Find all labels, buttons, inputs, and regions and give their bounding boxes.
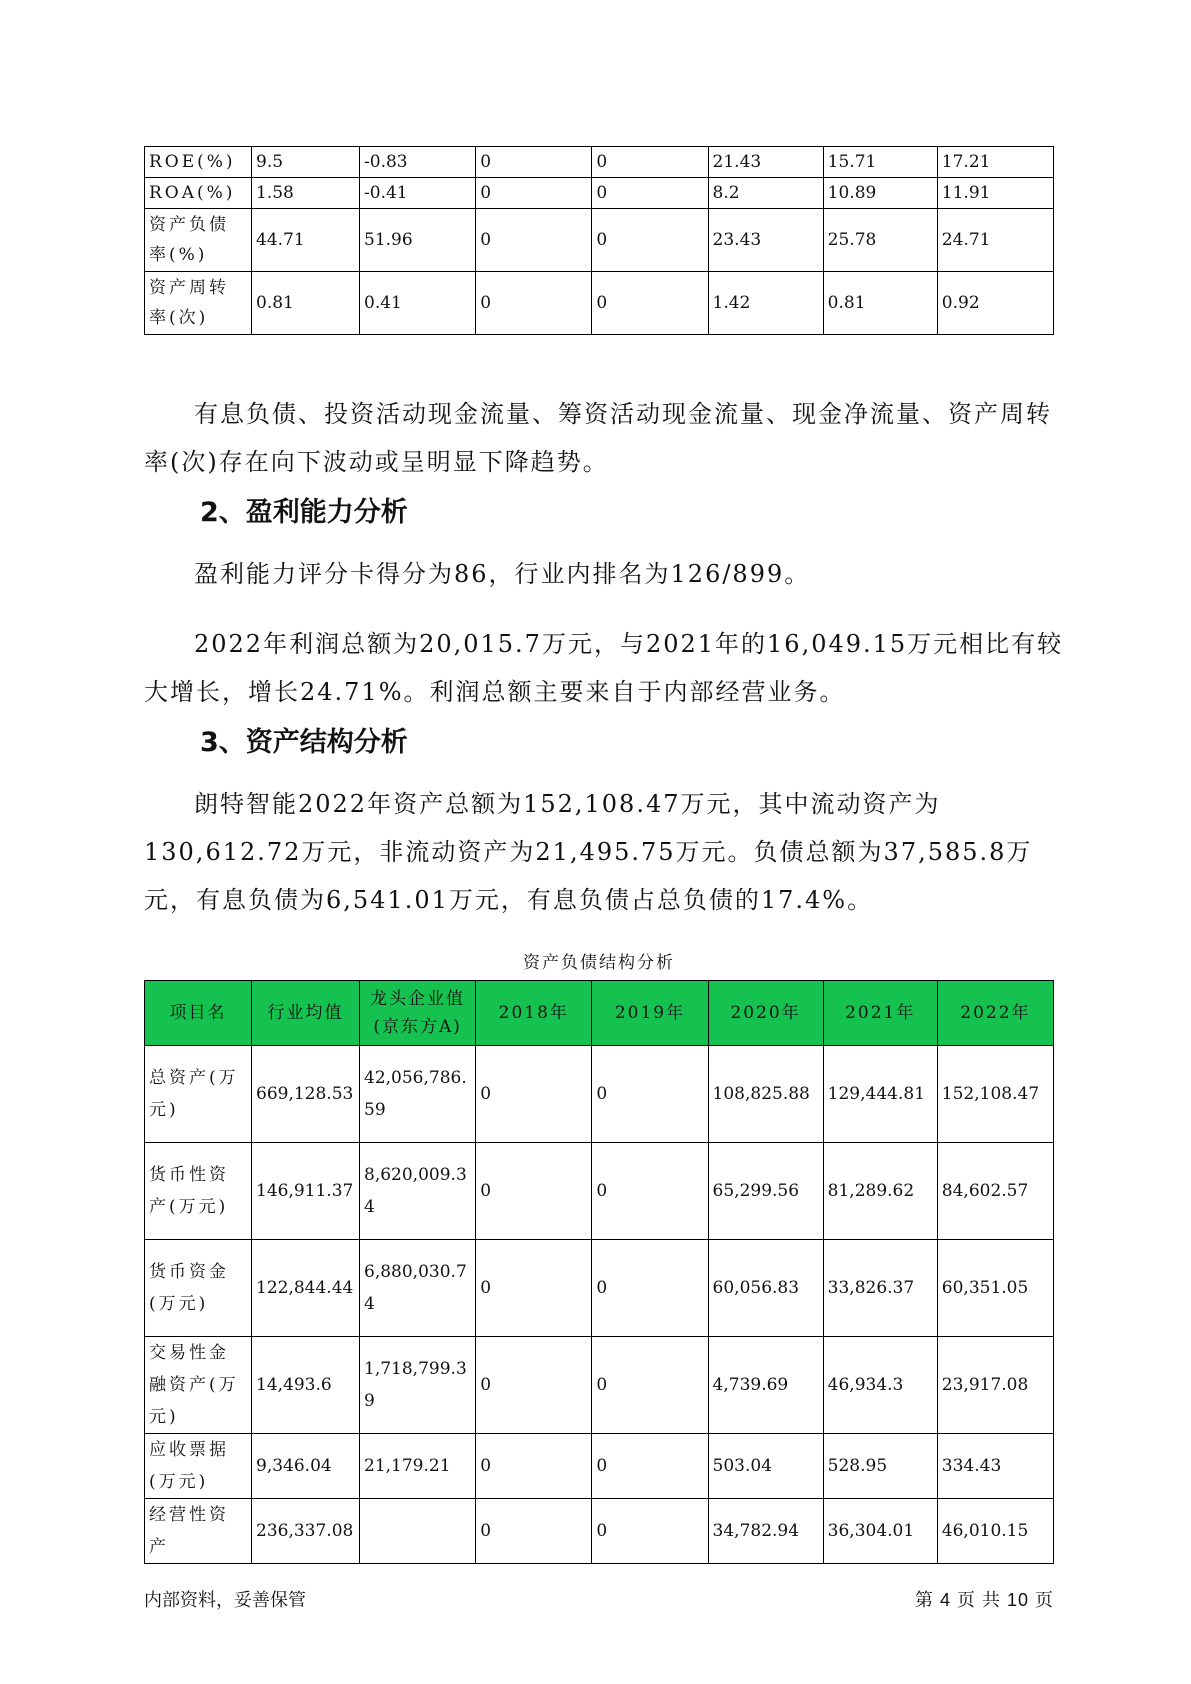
paragraph-text: 盈利能力评分卡得分为86，行业内排名为126/899。	[194, 560, 811, 588]
footer-page-number: 第 4 页 共 10 页	[914, 1590, 1054, 1610]
table-cell: 51.96	[360, 209, 476, 272]
row-label: 应收票据(万元)	[145, 1434, 252, 1499]
table-cell: 34,782.94	[708, 1499, 823, 1564]
table-cell: 236,337.08	[252, 1499, 360, 1564]
table-cell: 0	[592, 147, 708, 178]
paragraph-profit-total	[144, 620, 1064, 716]
table-cell: 8.2	[708, 178, 823, 209]
table-cell: 503.04	[708, 1434, 823, 1499]
paragraph-text: 朗特智能2022年资产总额为152,108.47万元，其中流动资产为130,612.72万元，非流动资产为21,495.75万元。负债总额为37,585.8万元，有息负债为6,541.01万元，有息负债占总负债的17.4%。	[144, 790, 1033, 914]
paragraph-asset-summary	[144, 780, 1064, 924]
table-cell	[360, 1499, 476, 1564]
table-cell: 24.71	[937, 209, 1053, 272]
row-label: ROA(%)	[145, 178, 252, 209]
table-cell: 21,179.21	[360, 1434, 476, 1499]
table-cell: 60,351.05	[937, 1240, 1053, 1337]
table-cell: 0	[592, 1143, 708, 1240]
balance-sheet-table	[144, 980, 1054, 1564]
table-cell: 25.78	[823, 209, 937, 272]
table-cell: 152,108.47	[937, 1046, 1053, 1143]
table-cell: 17.21	[937, 147, 1053, 178]
table-cell: 46,010.15	[937, 1499, 1053, 1564]
table-cell: 0	[476, 1240, 592, 1337]
table-cell: 122,844.44	[252, 1240, 360, 1337]
paragraph-text: 2022年利润总额为20,015.7万元，与2021年的16,049.15万元相比有较大增长，增长24.71%。利润总额主要来自于内部经营业务。	[144, 630, 1064, 706]
table-row	[145, 1143, 1054, 1240]
table-cell: 15.71	[823, 147, 937, 178]
table-cell: 4,739.69	[708, 1337, 823, 1434]
column-header: 龙头企业值(京东方A)	[360, 981, 476, 1046]
paragraph-profit-score	[144, 550, 1064, 598]
table-cell: 65,299.56	[708, 1143, 823, 1240]
table-cell: 108,825.88	[708, 1046, 823, 1143]
table-row	[145, 1046, 1054, 1143]
row-label: 货币资金(万元)	[145, 1240, 252, 1337]
table-cell: 0	[592, 178, 708, 209]
table-cell: 0	[476, 272, 592, 335]
table-cell: 0.81	[252, 272, 360, 335]
paragraph-trend-note	[144, 390, 1064, 486]
table-cell: 0	[592, 1337, 708, 1434]
column-header: 行业均值	[252, 981, 360, 1046]
table-row	[145, 147, 1054, 178]
table-cell: 146,911.37	[252, 1143, 360, 1240]
table-cell: 0.92	[937, 272, 1053, 335]
table-cell: -0.83	[360, 147, 476, 178]
row-label: 资产负债率(%)	[145, 209, 252, 272]
table-cell: 14,493.6	[252, 1337, 360, 1434]
table-cell: 84,602.57	[937, 1143, 1053, 1240]
table-caption: 资产负债结构分析	[523, 953, 675, 973]
footer-confidential-note: 内部资料，妥善保管	[144, 1590, 306, 1610]
table-cell: 0	[476, 1434, 592, 1499]
table-row	[145, 1337, 1054, 1434]
table-cell: 0	[592, 1499, 708, 1564]
table-cell: 0	[476, 1337, 592, 1434]
row-label: 货币性资产(万元)	[145, 1143, 252, 1240]
row-label: 资产周转率(次)	[145, 272, 252, 335]
table-cell: 334.43	[937, 1434, 1053, 1499]
table-cell: 36,304.01	[823, 1499, 937, 1564]
table-cell: 8,620,009.34	[360, 1143, 476, 1240]
table-cell: 669,128.53	[252, 1046, 360, 1143]
table-cell: 23,917.08	[937, 1337, 1053, 1434]
table-cell: 0	[476, 1143, 592, 1240]
table-row	[145, 178, 1054, 209]
table-cell: 60,056.83	[708, 1240, 823, 1337]
column-header: 项目名	[145, 981, 252, 1046]
table-cell: 1.42	[708, 272, 823, 335]
column-header: 2021年	[823, 981, 937, 1046]
table-cell: 44.71	[252, 209, 360, 272]
section-heading-profitability: 2、盈利能力分析	[200, 497, 408, 528]
table-cell: 23.43	[708, 209, 823, 272]
row-label: 总资产(万元)	[145, 1046, 252, 1143]
table-cell: 0	[476, 209, 592, 272]
table-cell: 0	[592, 1046, 708, 1143]
ratio-table	[144, 146, 1054, 335]
table-cell: 1,718,799.39	[360, 1337, 476, 1434]
table-cell: 9.5	[252, 147, 360, 178]
row-label: ROE(%)	[145, 147, 252, 178]
table-header-row	[145, 981, 1054, 1046]
table-cell: 0.41	[360, 272, 476, 335]
table-cell: 9,346.04	[252, 1434, 360, 1499]
table-cell: 0	[592, 209, 708, 272]
column-header: 2018年	[476, 981, 592, 1046]
table-row	[145, 209, 1054, 272]
row-label: 经营性资产	[145, 1499, 252, 1564]
table-cell: 0.81	[823, 272, 937, 335]
table-cell: 6,880,030.74	[360, 1240, 476, 1337]
table-cell: 21.43	[708, 147, 823, 178]
table-cell: 0	[476, 1046, 592, 1143]
table-cell: 81,289.62	[823, 1143, 937, 1240]
table-cell: 0	[592, 1434, 708, 1499]
table-cell: 11.91	[937, 178, 1053, 209]
table-cell: 33,826.37	[823, 1240, 937, 1337]
table-row	[145, 1434, 1054, 1499]
column-header: 2022年	[937, 981, 1053, 1046]
table-cell: 1.58	[252, 178, 360, 209]
table-cell: 129,444.81	[823, 1046, 937, 1143]
table-cell: 0	[592, 1240, 708, 1337]
table-cell: 528.95	[823, 1434, 937, 1499]
table-cell: 42,056,786.59	[360, 1046, 476, 1143]
table-cell: 0	[476, 147, 592, 178]
table-cell: 0	[476, 1499, 592, 1564]
table-row	[145, 1240, 1054, 1337]
row-label: 交易性金融资产(万元)	[145, 1337, 252, 1434]
table-cell: 46,934.3	[823, 1337, 937, 1434]
column-header: 2019年	[592, 981, 708, 1046]
section-heading-asset-structure: 3、资产结构分析	[200, 727, 408, 758]
paragraph-text: 有息负债、投资活动现金流量、筹资活动现金流量、现金净流量、资产周转率(次)存在向下波动或呈明显下降趋势。	[144, 400, 1052, 476]
table-cell: 0	[476, 178, 592, 209]
table-cell: 10.89	[823, 178, 937, 209]
table-row	[145, 1499, 1054, 1564]
column-header: 2020年	[708, 981, 823, 1046]
table-row	[145, 272, 1054, 335]
table-cell: -0.41	[360, 178, 476, 209]
table-cell: 0	[592, 272, 708, 335]
